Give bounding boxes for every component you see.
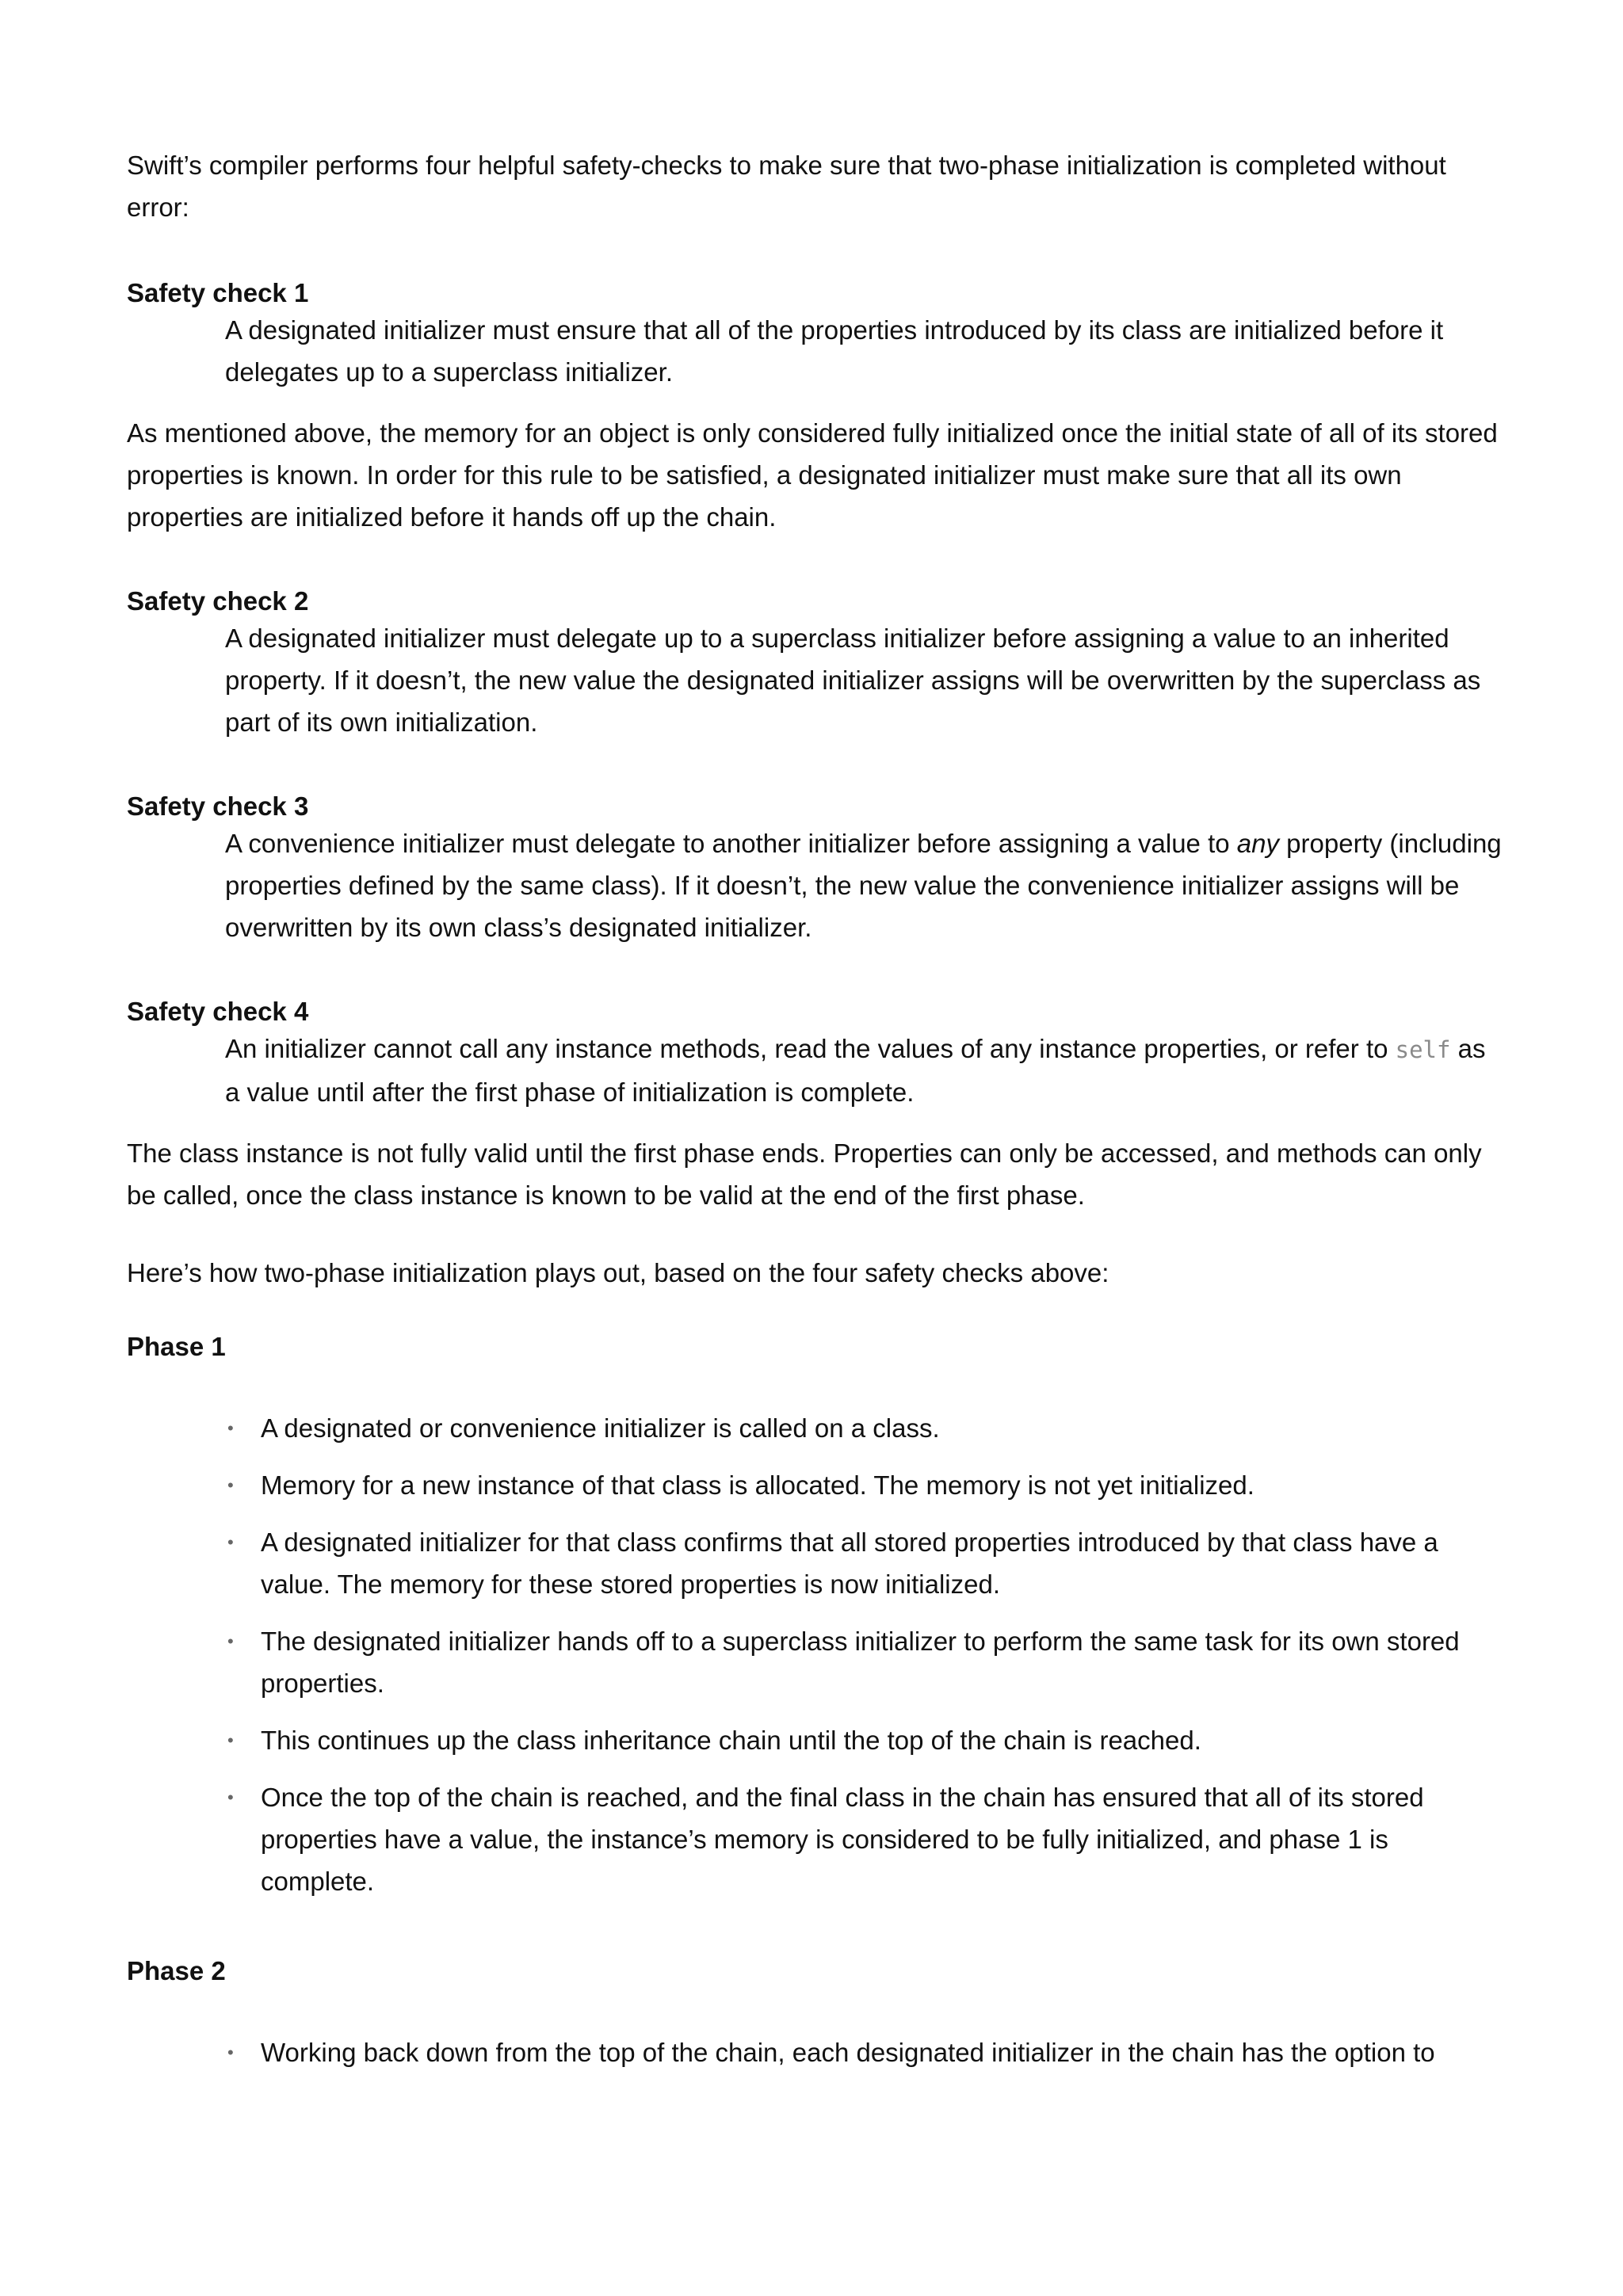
body-text: as a value until after the first phase of initialization is complete. (225, 1034, 1486, 1107)
phase-2-heading: Phase 2 (127, 1956, 226, 1985)
body-text: property (including properties defined by the same class). If it doesn’t, the new value the convenience initializer assigns will be overwritten by its own class’s designated initializer. (225, 829, 1502, 942)
bullet-icon: • (227, 1631, 234, 1651)
inline-code: self (1395, 1036, 1451, 1063)
bullet-icon: • (227, 1475, 234, 1495)
list-item-text: Once the top of the chain is reached, and the final class in the chain has ensured that all of its stored properties have a value, the instance’s memory is considered to be fully initialized, and phase 1 is complete. (261, 1783, 1424, 1896)
explanation-paragraph: As mentioned above, the memory for an object is only considered fully initialized once the initial state of all of its stored properties is known. In order for this rule to be satisfied, a designated initializer must make sure that all its own properties are initialized before it hands off up the chain. (127, 418, 1498, 532)
summary-paragraph: Here’s how two-phase initialization plays out, based on the four safety checks above: (127, 1258, 1109, 1287)
list-item (227, 1521, 1506, 1605)
emphasis-text: any (1236, 829, 1279, 858)
list-item (227, 1776, 1506, 1902)
phase-1-list (127, 1407, 1506, 1902)
safety-check-2 (127, 585, 1506, 743)
safety-check-title: Safety check 4 (127, 997, 309, 1026)
list-item-text: A designated or convenience initializer is called on a class. (261, 1413, 940, 1443)
body-text: An initializer cannot call any instance methods, read the values of any instance properties, or refer to (225, 1034, 1396, 1063)
safety-check-body (225, 822, 1506, 948)
list-item (227, 1620, 1506, 1704)
safety-check-1 (127, 277, 1506, 393)
list-item-text: Working back down from the top of the chain, each designated initializer in the chain has the option to (261, 2038, 1435, 2067)
safety-check-4 (127, 996, 1506, 1113)
intro-paragraph: Swift’s compiler performs four helpful safety-checks to make sure that two-phase initialization is completed without error: (127, 151, 1446, 222)
bullet-icon: • (227, 1418, 234, 1438)
list-item (227, 2031, 1506, 2073)
safety-check-body (225, 1028, 1506, 1113)
phase-1-heading: Phase 1 (127, 1332, 226, 1361)
explanation-paragraph: The class instance is not fully valid until the first phase ends. Properties can only be accessed, and methods can only be called, once the class instance is known to be valid at the end of the first phase. (127, 1138, 1482, 1210)
safety-check-body: A designated initializer must delegate up to a superclass initializer before assigning a value to an inherited property. If it doesn’t, the new value the designated initializer assigns will be overwritten by the superclass as part of its own initialization. (225, 624, 1481, 737)
bullet-icon: • (227, 1787, 234, 1807)
phase-2-list (127, 2031, 1506, 2073)
list-item-text: The designated initializer hands off to a superclass initializer to perform the same task for its own stored properties. (261, 1627, 1460, 1698)
safety-check-body: A designated initializer must ensure that all of the properties introduced by its class are initialized before it delegates up to a superclass initializer. (225, 315, 1444, 387)
bullet-icon: • (227, 1532, 234, 1552)
safety-check-title: Safety check 1 (127, 278, 309, 307)
list-item (227, 1407, 1506, 1449)
body-text: A convenience initializer must delegate to another initializer before assigning a value to (225, 829, 1237, 858)
bullet-icon: • (227, 2042, 234, 2062)
list-item-text: Memory for a new instance of that class is allocated. The memory is not yet initialized. (261, 1470, 1254, 1500)
list-item (227, 1464, 1506, 1506)
list-item (227, 1719, 1506, 1761)
safety-check-title: Safety check 3 (127, 791, 309, 821)
bullet-icon: • (227, 1730, 234, 1750)
list-item-text: This continues up the class inheritance chain until the top of the chain is reached. (261, 1726, 1201, 1755)
list-item-text: A designated initializer for that class confirms that all stored properties introduced by that class have a value. The memory for these stored properties is now initialized. (261, 1527, 1438, 1599)
safety-check-3 (127, 791, 1506, 948)
safety-check-title: Safety check 2 (127, 586, 309, 616)
document-page (127, 144, 1506, 2121)
